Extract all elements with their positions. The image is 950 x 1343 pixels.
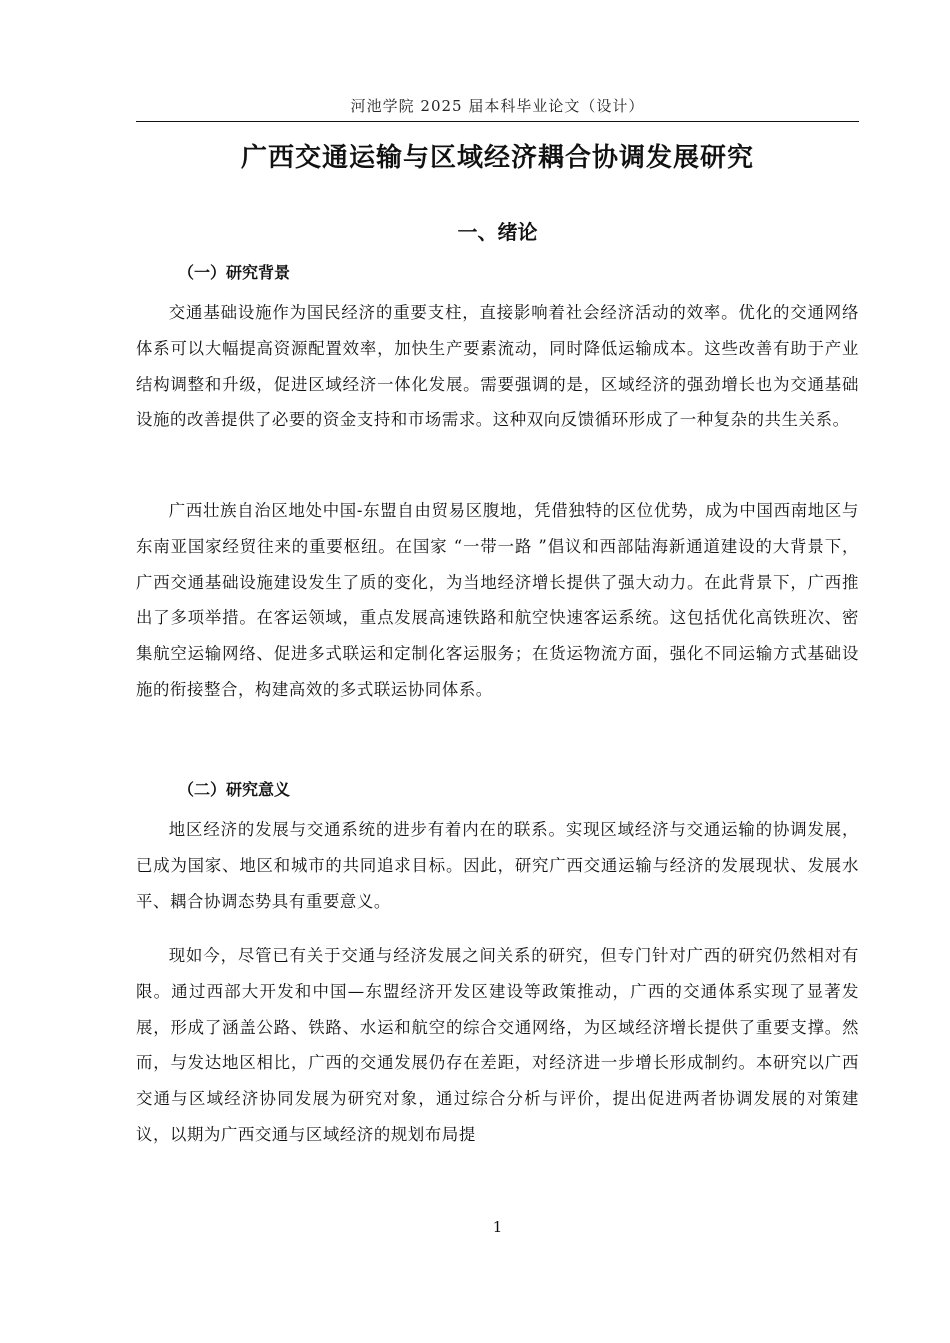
document-title: 广西交通运输与区域经济耦合协调发展研究 (240, 143, 754, 173)
section-heading-significance: （二）研究意义 (178, 780, 291, 799)
paragraph: 广西壮族自治区地处中国-东盟自由贸易区腹地，凭借独特的区位优势，成为中国西南地区与东南亚国家经贸往来的重要枢纽。在国家 “一带一路 ”倡议和西部陆海新通道建设的大背景下，广西交通基础设施建设发生了质的变化，为当地经济增长提供了强大动力。在此背景下，广西推出了多项举措。在客运领域，重点发展高速铁路和航空快速客运系统。这包括优化高铁班次、密集航空运输网络、促进多式联运和定制化客运服务；在货运物流方面，强化不同运输方式基础设施的衔接整合，构建高效的多式联运协同体系。 (136, 501, 859, 699)
paragraph: 地区经济的发展与交通系统的进步有着内在的联系。实现区域经济与交通运输的协调发展，已成为国家、地区和城市的共同追求目标。因此，研究广西交通运输与经济的发展现状、发展水平、耦合协调态势具有重要意义。 (136, 820, 859, 911)
section-heading-background: （一）研究背景 (178, 263, 291, 282)
paragraph: 交通基础设施作为国民经济的重要支柱，直接影响着社会经济活动的效率。优化的交通网络体系可以大幅提高资源配置效率，加快生产要素流动，同时降低运输成本。这些改善有助于产业结构调整和升级，促进区域经济一体化发展。需要强调的是，区域经济的强劲增长也为交通基础设施的改善提供了必要的资金支持和市场需求。这种双向反馈循环形成了一种复杂的共生关系。 (136, 303, 859, 430)
header-divider (136, 121, 859, 122)
paragraph: 现如今，尽管已有关于交通与经济发展之间关系的研究，但专门针对广西的研究仍然相对有限。通过西部大开发和中国—东盟经济开发区建设等政策推动，广西的交通体系实现了显著发展，形成了涵盖公路、铁路、水运和航空的综合交通网络，为区域经济增长提供了重要支撑。然而，与发达地区相比，广西的交通发展仍存在差距，对经济进一步增长形成制约。本研究以广西交通与区域经济协同发展为研究对象，通过综合分析与评价，提出促进两者协调发展的对策建议，以期为广西交通与区域经济的规划布局提 (136, 946, 859, 1144)
chapter-heading: 一、绪论 (457, 220, 538, 244)
page-number: 1 (492, 1218, 503, 1236)
running-header: 河池学院 2025 届本科毕业论文（设计） (350, 97, 645, 115)
